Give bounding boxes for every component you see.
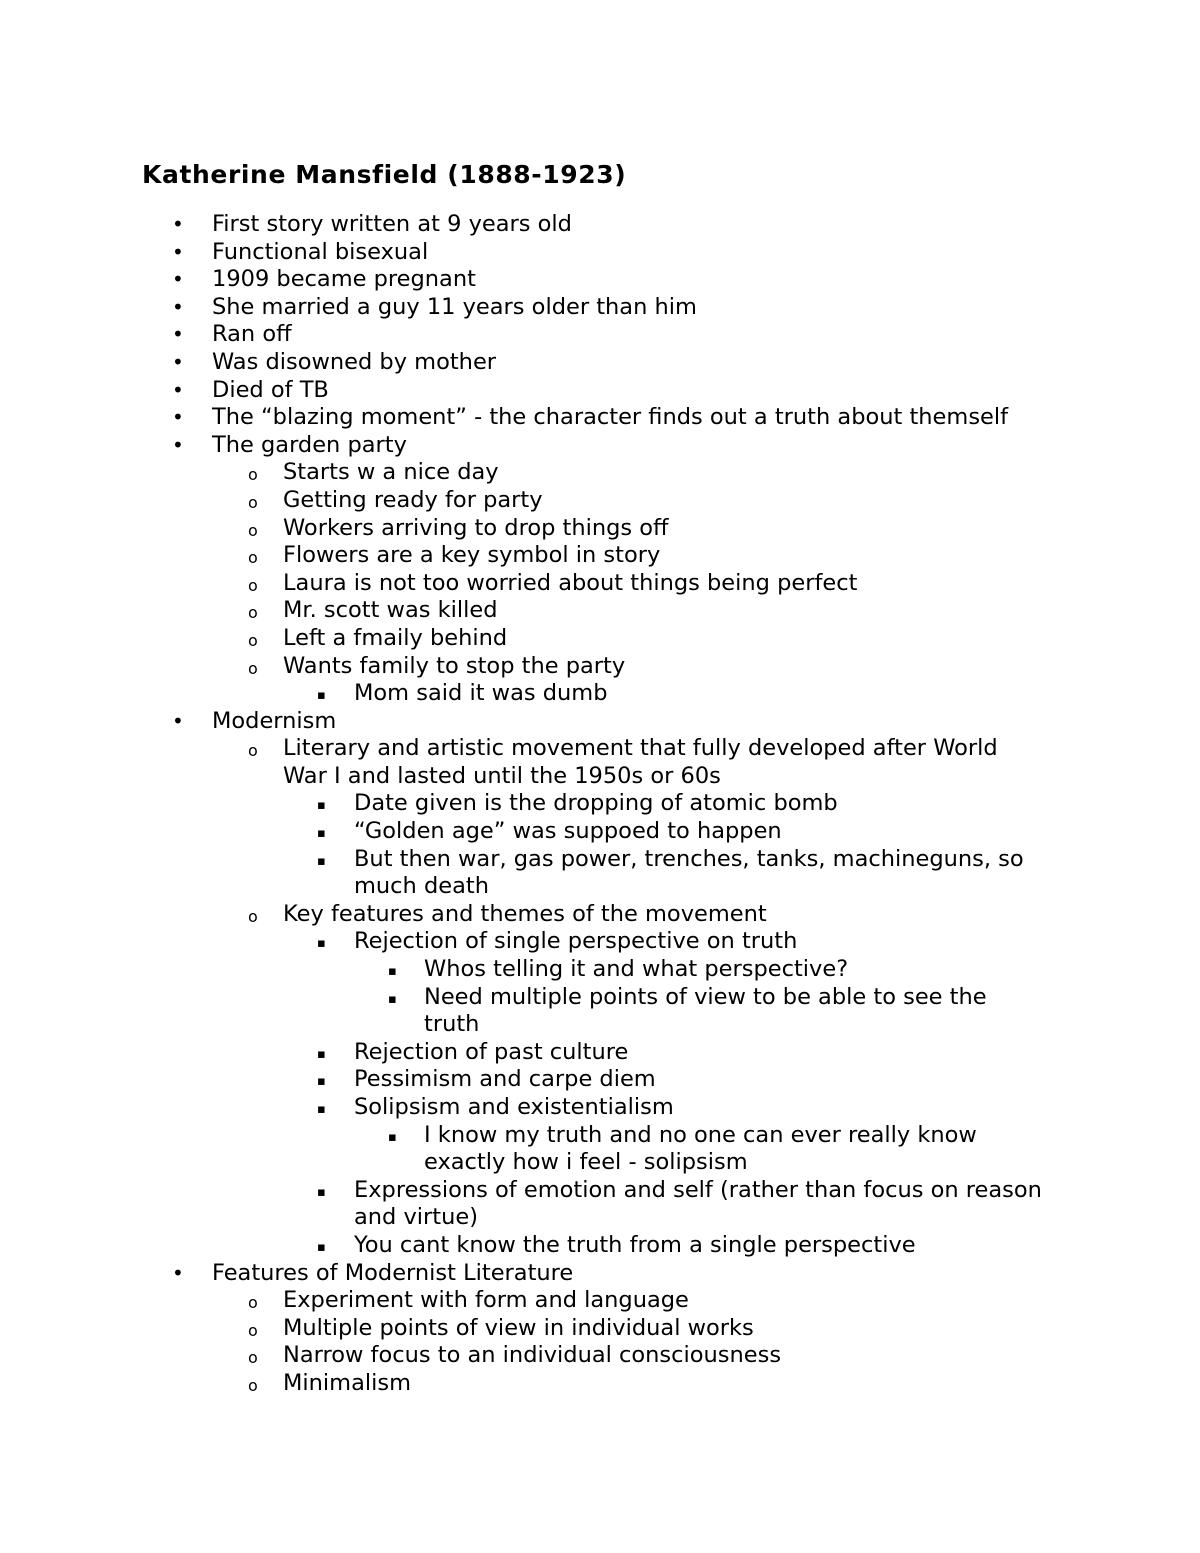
- list-item-text: Date given is the dropping of atomic bomb: [354, 790, 838, 817]
- list-item: [0, 294, 1200, 322]
- list-item: [0, 1177, 1200, 1232]
- bullet-icon: o: [248, 1348, 258, 1368]
- bullet-icon: ▪: [388, 1129, 397, 1145]
- bullet-icon: •: [172, 405, 184, 430]
- list-item-text: Ran off: [212, 321, 292, 348]
- bullet-icon: ▪: [317, 936, 326, 952]
- bullet-icon: ▪: [317, 688, 326, 704]
- list-item: [0, 404, 1200, 432]
- list-item-text: Mom said it was dumb: [354, 680, 608, 707]
- list-item: [0, 570, 1200, 598]
- bullet-icon: o: [248, 630, 258, 650]
- list-item: [0, 1342, 1200, 1370]
- list-item: [0, 597, 1200, 625]
- list-item-text: Expressions of emotion and self (rather than focus on reason and virtue): [354, 1176, 1042, 1231]
- list-item: [0, 984, 1200, 1039]
- list-item-text: You cant know the truth from a single perspective: [354, 1231, 916, 1258]
- list-item-text: Rejection of single perspective on truth: [354, 928, 798, 955]
- list-item: [0, 1122, 1200, 1177]
- bullet-icon: •: [172, 239, 184, 264]
- list-item: [0, 901, 1200, 929]
- document-title: Katherine Mansfield (1888-1923): [142, 160, 627, 189]
- bullet-icon: •: [172, 322, 184, 347]
- list-item-text: Solipsism and existentialism: [354, 1094, 674, 1120]
- list-item: [0, 321, 1200, 349]
- bullet-icon: •: [172, 377, 184, 402]
- list-item-text: Wants family to stop the party: [283, 652, 626, 679]
- list-item-text: First story written at 9 years old: [212, 211, 572, 237]
- bullet-icon: •: [172, 1260, 184, 1285]
- list-item: [0, 487, 1200, 515]
- list-item-text: Left a fmaily behind: [283, 624, 508, 651]
- bullet-icon: ▪: [317, 1239, 326, 1255]
- bullet-icon: •: [172, 294, 184, 319]
- bullet-icon: o: [248, 465, 258, 485]
- list-item-text: Key features and themes of the movement: [283, 900, 767, 927]
- list-item-text: Laura is not too worried about things being perfect: [283, 569, 858, 596]
- list-item-text: But then war, gas power, trenches, tanks, machineguns, so much death: [354, 845, 1024, 900]
- bullet-icon: o: [248, 741, 258, 761]
- list-item: [0, 928, 1200, 956]
- list-item: [0, 542, 1200, 570]
- list-item-text: Pessimism and carpe diem: [354, 1066, 656, 1093]
- list-item-text: Workers arriving to drop things off: [283, 514, 669, 541]
- bullet-icon: o: [248, 548, 258, 568]
- bullet-icon: •: [172, 212, 184, 236]
- bullet-icon: ▪: [317, 826, 326, 842]
- list-item: [0, 790, 1200, 818]
- list-item-text: Features of Modernist Literature: [212, 1259, 574, 1286]
- list-item-text: Experiment with form and language: [283, 1287, 689, 1314]
- list-item-text: Multiple points of view in individual works: [283, 1314, 754, 1341]
- list-item-text: Died of TB: [212, 376, 329, 403]
- list-item-text: Functional bisexual: [212, 238, 429, 265]
- list-item: [0, 846, 1200, 901]
- bullet-icon: •: [172, 267, 184, 292]
- list-item: [0, 708, 1200, 736]
- list-item-text: Getting ready for party: [283, 486, 543, 513]
- list-item-text: Literary and artistic movement that fully developed after World War I and lasted until the 1950s or 60s: [283, 735, 998, 789]
- bullet-icon: •: [172, 708, 184, 733]
- list-item: [0, 459, 1200, 487]
- list-item: [0, 1287, 1200, 1315]
- list-item: [0, 1066, 1200, 1094]
- bullet-icon: •: [172, 349, 184, 374]
- bullet-icon: o: [248, 603, 258, 623]
- list-item: [0, 1315, 1200, 1343]
- list-item-text: Rejection of past culture: [354, 1038, 629, 1065]
- bullet-icon: ▪: [317, 1102, 326, 1117]
- list-item: [0, 680, 1200, 708]
- list-item-text: The garden party: [212, 431, 407, 458]
- list-item: [0, 239, 1200, 267]
- list-item: [0, 1260, 1200, 1288]
- bullet-icon: •: [172, 432, 184, 457]
- list-item-text: She married a guy 11 years older than him: [212, 293, 697, 320]
- list-item-text: Modernism: [212, 707, 337, 734]
- list-item-text: The “blazing moment” - the character finds out a truth about themself: [212, 404, 1009, 431]
- bullet-icon: ▪: [317, 1046, 326, 1062]
- notes-outline: [0, 211, 1200, 1398]
- list-item-text: Was disowned by mother: [212, 348, 497, 375]
- list-item: [0, 653, 1200, 681]
- list-item: [0, 377, 1200, 405]
- list-item: [0, 956, 1200, 984]
- list-item: [0, 1232, 1200, 1260]
- bullet-icon: ▪: [317, 798, 326, 814]
- bullet-icon: ▪: [388, 991, 397, 1007]
- bullet-icon: o: [248, 1375, 258, 1395]
- list-item-text: “Golden age” was suppoed to happen: [354, 818, 782, 845]
- list-item: [0, 211, 1200, 239]
- list-item: [0, 349, 1200, 377]
- bullet-icon: ▪: [317, 853, 326, 869]
- list-item: [0, 1370, 1200, 1398]
- list-item: [0, 432, 1200, 460]
- list-item-text: Whos telling it and what perspective?: [424, 956, 849, 983]
- list-item: [0, 735, 1200, 790]
- bullet-icon: ▪: [317, 1074, 326, 1090]
- bullet-icon: o: [248, 658, 258, 678]
- bullet-icon: o: [248, 1320, 258, 1340]
- list-item-text: Minimalism: [283, 1369, 412, 1396]
- list-item: [0, 625, 1200, 653]
- list-item-text: Narrow focus to an individual consciousness: [283, 1342, 782, 1369]
- list-item-text: 1909 became pregnant: [212, 266, 476, 293]
- list-item-text: Need multiple points of view to be able to see the truth: [424, 983, 987, 1038]
- list-item: [0, 1094, 1200, 1122]
- list-item: [0, 818, 1200, 846]
- bullet-icon: o: [248, 906, 258, 926]
- bullet-icon: ▪: [388, 964, 397, 980]
- list-item-text: Starts w a nice day: [283, 459, 499, 486]
- bullet-icon: ▪: [317, 1184, 326, 1200]
- list-item: [0, 515, 1200, 543]
- list-item-text: Mr. scott was killed: [283, 597, 498, 624]
- bullet-icon: o: [248, 520, 258, 540]
- list-item-text: I know my truth and no one can ever really know exactly how i feel - solipsism: [424, 1121, 977, 1176]
- bullet-icon: o: [248, 575, 258, 595]
- list-item: [0, 266, 1200, 294]
- list-item-text: Flowers are a key symbol in story: [283, 542, 661, 569]
- bullet-icon: o: [248, 492, 258, 512]
- list-item: [0, 1039, 1200, 1067]
- bullet-icon: o: [248, 1293, 258, 1313]
